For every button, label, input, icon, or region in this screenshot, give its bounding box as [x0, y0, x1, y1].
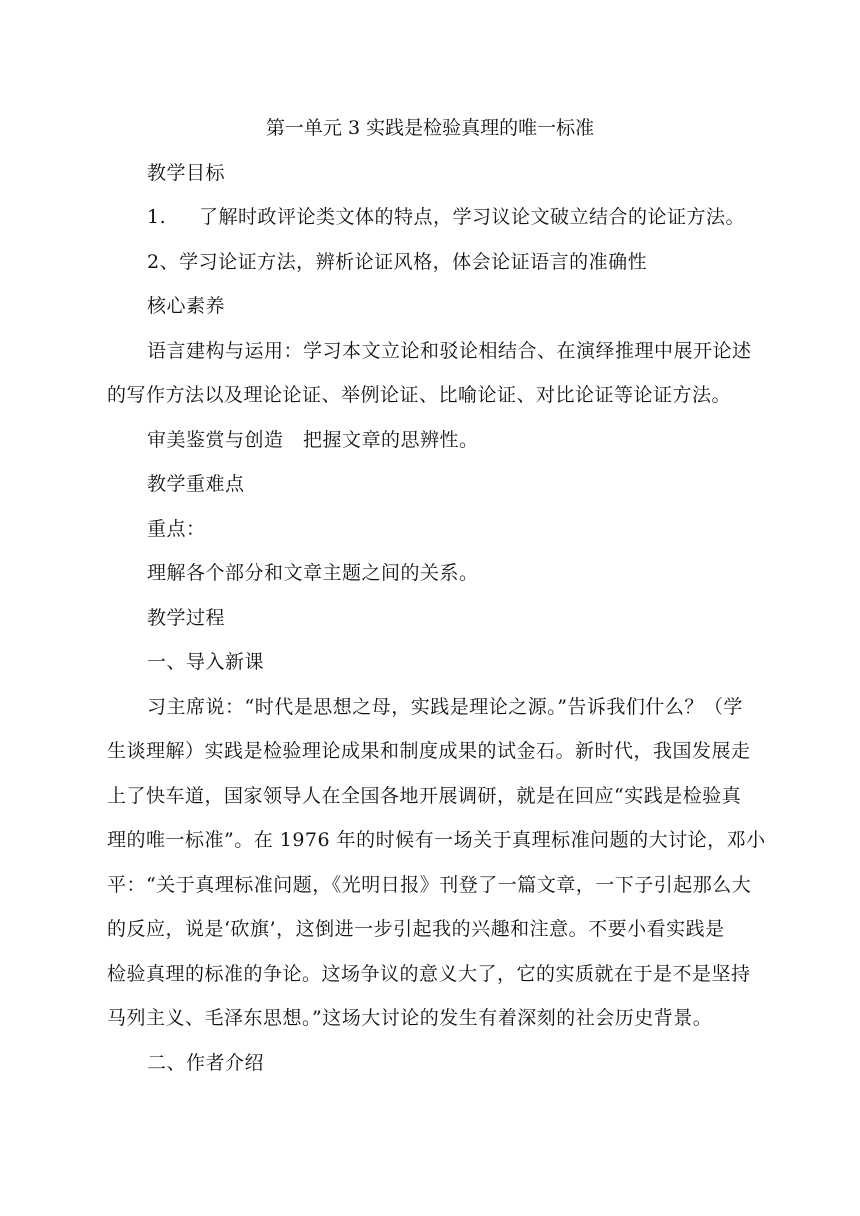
document-title: 第一单元 3 实践是检验真理的唯一标准 [265, 117, 595, 139]
key-points-label: 重点： [147, 518, 206, 540]
core-language-line-1: 语言建构与运用：学习本文立论和驳论相结合、在演绎推理中展开论述 [147, 340, 752, 362]
key-points-text: 理解各个部分和文章主题之间的关系。 [147, 562, 479, 584]
section-2-heading: 二、作者介绍 [147, 1052, 265, 1074]
core-language-line-2: 的写作方法以及理论论证、举例论证、比喻论证、对比论证等论证方法。 [107, 384, 732, 406]
core-aesthetic: 审美鉴赏与创造 把握文章的思辨性。 [147, 429, 479, 451]
heading-process: 教学过程 [147, 607, 226, 629]
section-1-heading: 一、导入新课 [147, 651, 265, 673]
paragraph-line: 检验真理的标准的争论。这场争议的意义大了，它的实质就在于是不是坚持 [107, 963, 751, 985]
heading-key-points: 教学重难点 [147, 473, 245, 495]
heading-objectives: 教学目标 [147, 162, 226, 184]
paragraph-line: 的反应，说是‘砍旗’，这倒进一步引起我的兴趣和注意。不要小看实践是 [107, 918, 725, 940]
objective-item-2: 2、学习论证方法，辨析论证风格，体会论证语言的准确性 [147, 251, 648, 273]
objective-item-1-number: 1. [147, 206, 167, 228]
objective-item-1-text: 了解时政评论类文体的特点，学习议论文破立结合的论证方法。 [199, 206, 746, 228]
paragraph-line: 上了快车道，国家领导人在全国各地开展调研，就是在回应“实践是检验真 [107, 785, 742, 807]
paragraph-line: 马列主义、毛泽东思想。”这场大讨论的发生有着深刻的社会历史背景。 [107, 1007, 713, 1029]
paragraph-line: 习主席说：“时代是思想之母，实践是理论之源。”告诉我们什么？（学 [147, 696, 743, 718]
heading-core: 核心素养 [147, 295, 226, 317]
paragraph-line: 平：“关于真理标准问题，《光明日报》刊登了一篇文章，一下子引起那么大 [107, 874, 752, 896]
objective-item-1 [147, 203, 745, 231]
paragraph-line: 生谈理解）实践是检验理论成果和制度成果的试金石。新时代，我国发展走 [107, 740, 751, 762]
paragraph-line: 理的唯一标准”。在 1976 年的时候有一场关于真理标准问题的大讨论，邓小 [107, 829, 766, 851]
